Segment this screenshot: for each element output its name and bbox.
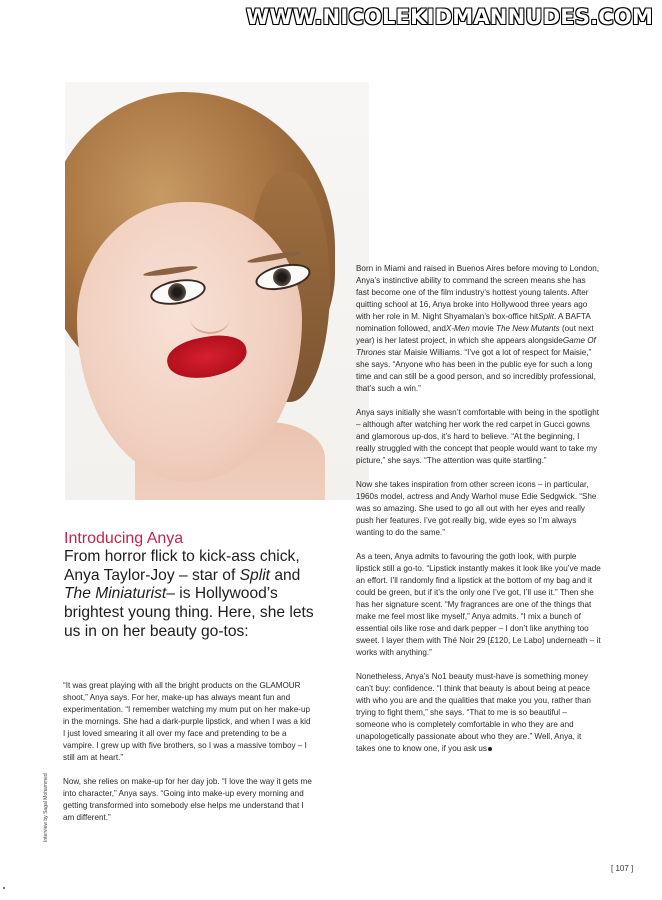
p1-a: Born in Miami and raised in Buenos Aires before moving to London, Anya’s instinctive ability to command the screen means she has fast become one of the film industry’s hottest young talents. After quitting school at 16, Anya broke into Hollywood three years ago with her role in M. Night Shyamalan’s box-office hit [356,264,599,321]
deck-italic-split: Split [239,566,270,584]
intro-block [64,529,314,642]
left-paragraph-1: “It was great playing with all the bright products on the GLAMOUR shoot,” Anya says. For her, make-up has always meant fun and experimentation. “I remember watching my mum put on her make-up in the mornings. She had a dark-purple lipstick, and when I was a kid I just loved smearing it all over my face and pretending to be a vampire. I grew up with five brothers, so I was a massive tomboy – I still am at heart.” [63,681,311,762]
deck-text-2: and [270,566,301,584]
corner-mark [3,887,5,889]
left-paragraph-2: Now, she relies on make-up for her day job. “I love the way it gets me into character,” Anya says. “Going into make-up every morning and getting transformed into somebody else helps me understand that I am different.” [63,777,312,822]
right-paragraph-3: Now she takes inspiration from other screen icons – in particular, 1960s model, actress and Andy Warhol muse Edie Sedgwick. “She was so amazing. She used to go all out with her eyes and really push her features. I’ve got really big, wide eyes so I’m always wanting to do the same.” [356,480,597,537]
intro-kicker: Introducing Anya [64,530,184,547]
right-column [356,263,601,767]
deck-text-3: – is Hollywood’s brightest young thing. Here, she lets us in on her beauty go-tos: [64,585,314,640]
page-number: [ 107 ] [611,864,634,873]
right-paragraph-5 [356,671,601,755]
right-paragraph-1 [356,263,601,395]
deck-italic-miniaturist: The Miniaturist [64,585,167,603]
p1-xmen: X-Men [445,324,470,333]
p1-d: (out next year) is her latest project, in which she appears alongside [356,324,594,345]
p1-b: . A BAFTA nomination followed, and [356,312,591,333]
p1-split: Split [538,312,554,321]
p1-c: movie [469,324,497,333]
nose [190,302,230,334]
p5-text: Nonetheless, Anya’s No1 beauty must-have is something money can’t buy: confidence. “I think that beauty is about being at peace with who you are and the qualities that make you you, rather than trying to fight them,” she says. “That to me is so beautiful – someone who is completely comfortable in who they are and unapologetically passionate about who they are.” Well, Anya, it takes one to know one, if you ask us [356,672,591,753]
portrait-photo [65,82,369,500]
left-column [63,680,313,836]
p1-e: star Maisie Williams. “I’ve got a lot of respect for Maisie,” she says. “Anyone who has been in the public eye for such a long time and can still be a good person, and so incredibly professional, that’s such a win.” [356,348,596,393]
interview-credit: Interview by Sagal Mohammed [43,773,49,842]
deck-text-1: From horror flick to kick-ass chick, Anya Taylor-Joy – star of [64,548,300,584]
right-paragraph-4: As a teen, Anya admits to favouring the goth look, with purple lipstick still a go-to. “Lipstick instantly makes it look like you’ve made an effort. I’ll randomly find a lipstick at the bottom of my bag and it could be green, but if it’s the only one I’ve got, I’ll use it.” Then she has her signature scent. “My fragrances are one of the things that make me feel most like myself,” Anya admits. “I mix a bunch of essential oils like rose and dark pepper – I don’t like anything too sweet. I layer them with Thé Noir 29 [£120, Le Labo] underneath – it works with anything.” [356,552,601,657]
watermark: WWW.NICOLEKIDMANNUDES.COM [246,5,654,29]
end-mark-icon [488,747,492,751]
right-paragraph-2: Anya says initially she wasn’t comfortable with being in the spotlight – although after watching her work the red carpet in Gucci gowns and glamorous up-dos, it’s hard to believe. “At the beginning, I really struggled with the concept that people would want to take my picture,” she says. “The attention was quite startling.” [356,408,599,465]
intro-deck [64,548,314,642]
p1-new-mutants: The New Mutants [496,324,560,333]
p1-got: Game Of Thrones [356,336,596,357]
